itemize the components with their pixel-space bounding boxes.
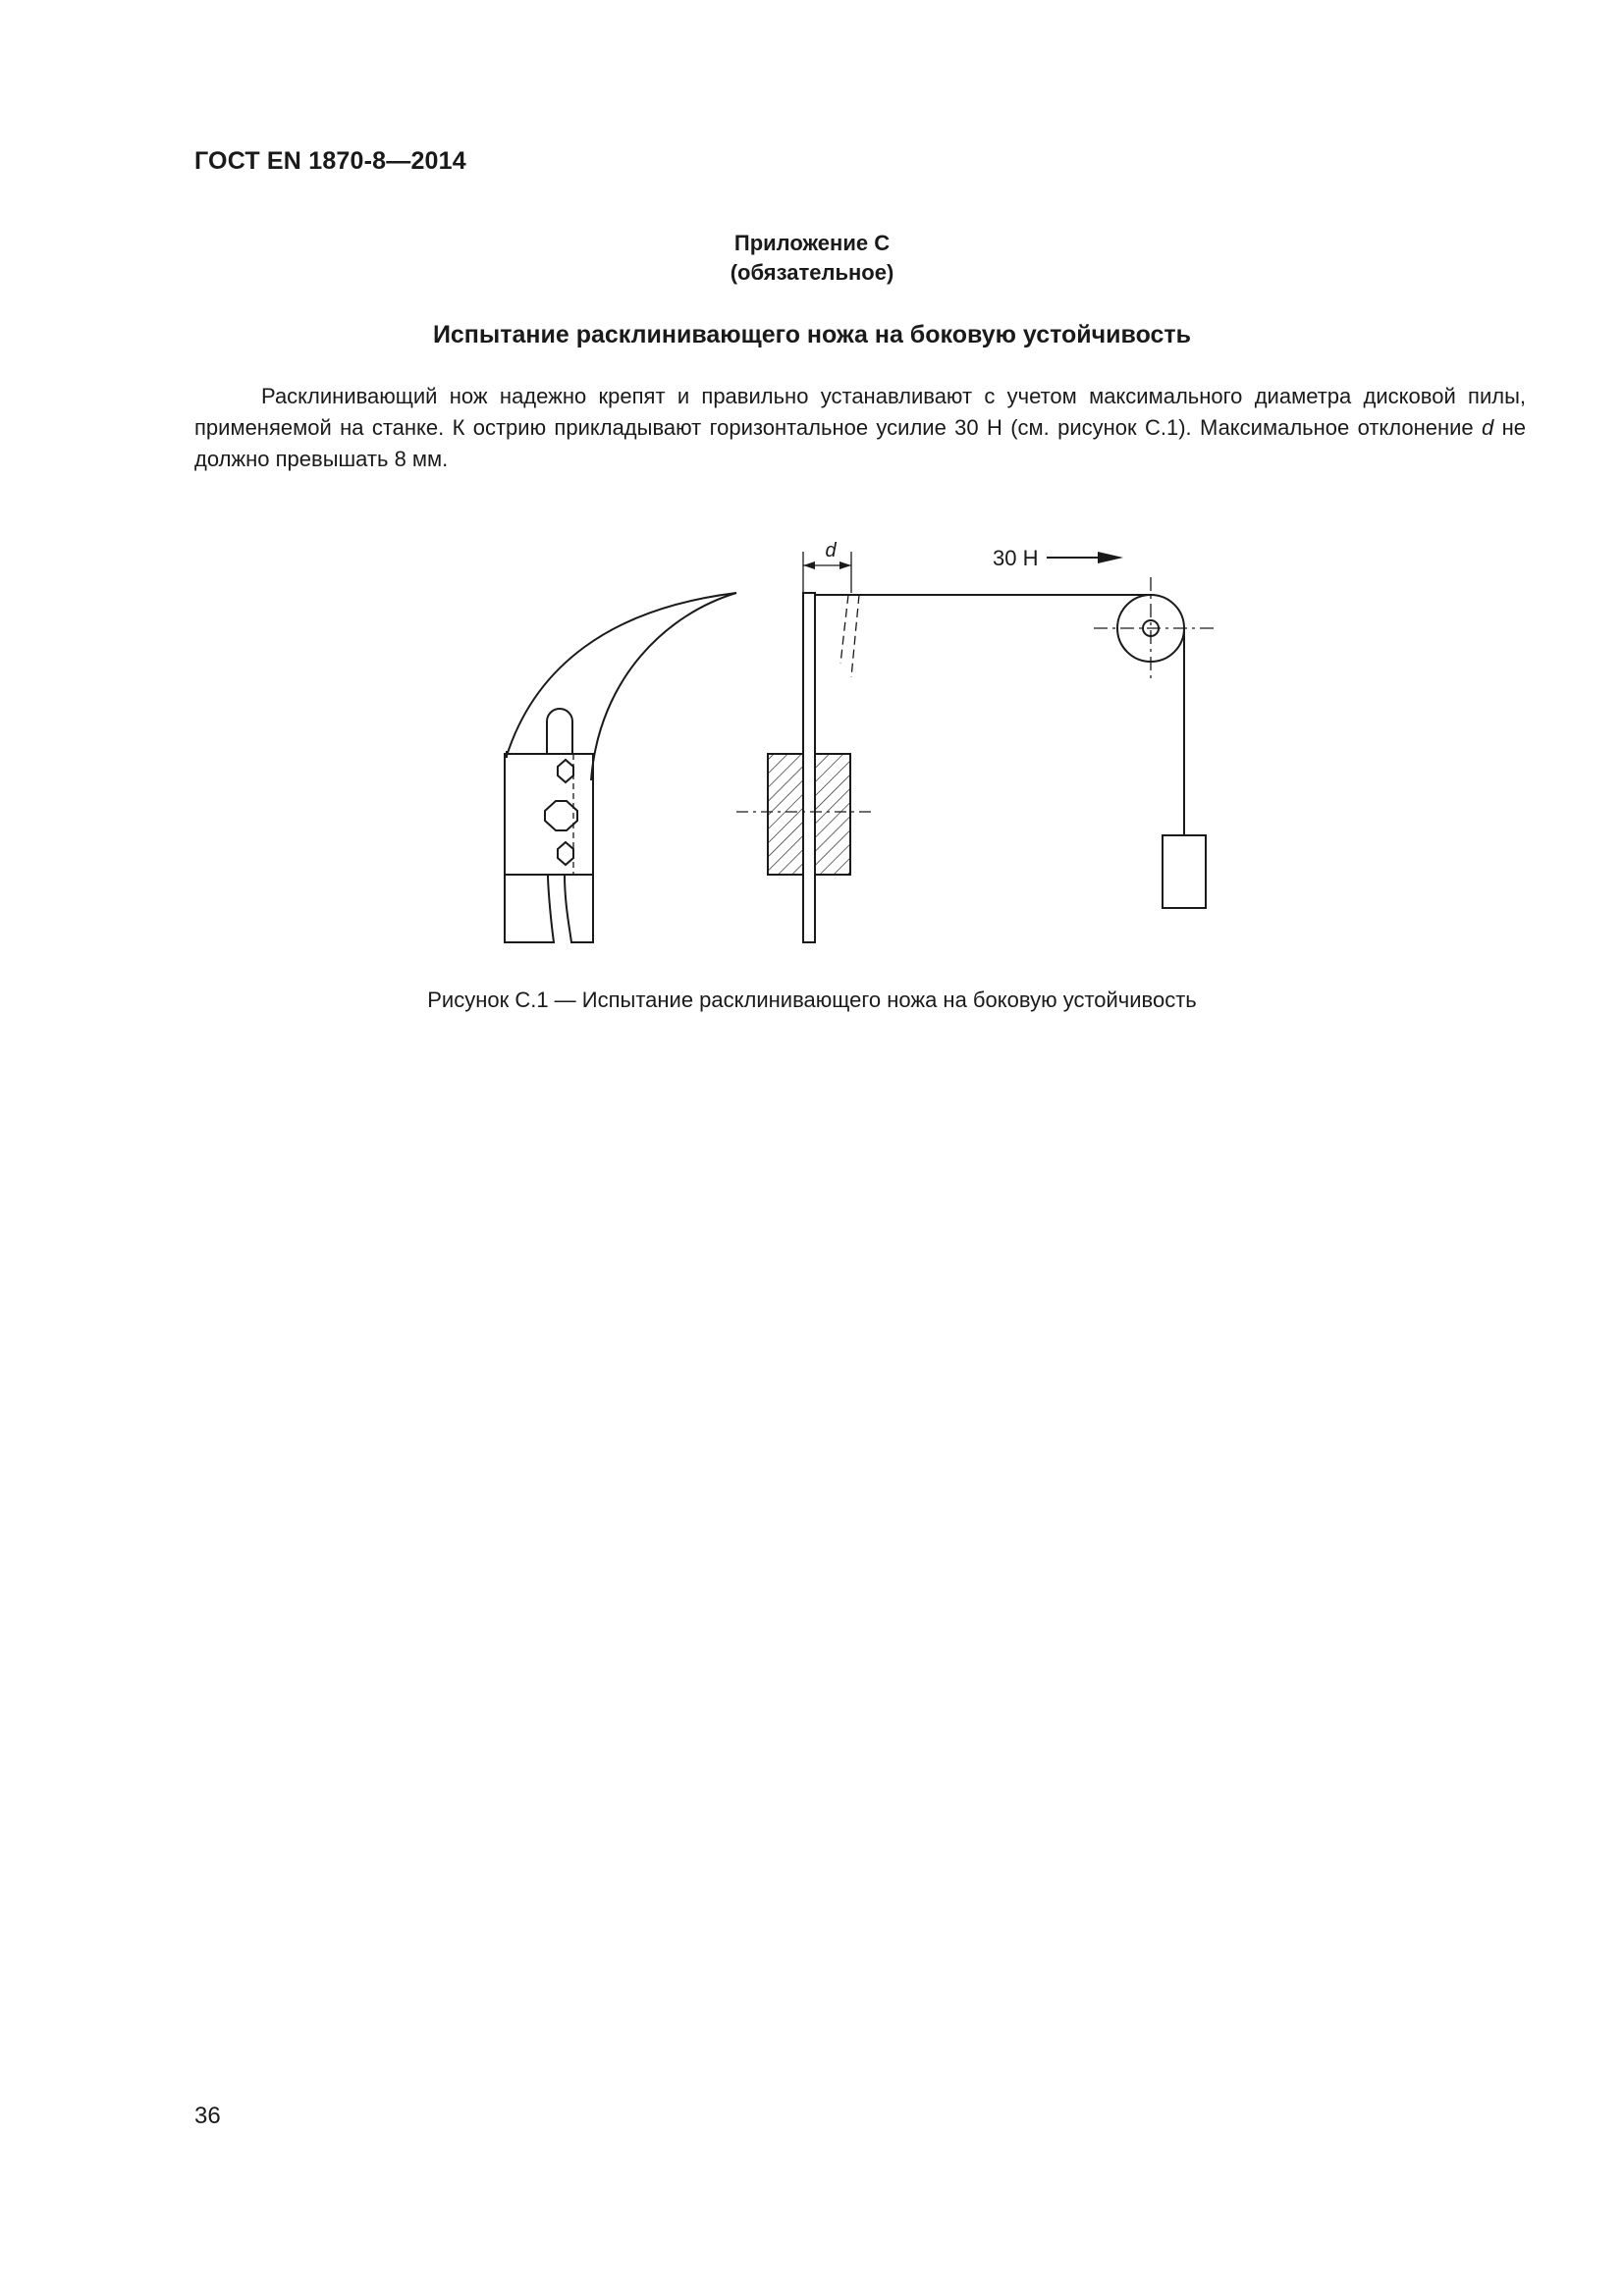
knife-plate	[803, 593, 815, 942]
body-variable-d: d	[1482, 415, 1494, 440]
test-weight	[1163, 835, 1206, 908]
force-indicator	[993, 546, 1123, 570]
clamp-section-right	[815, 754, 850, 875]
body-text-part-1: Расклинивающий нож надежно крепят и правильно устанавливают с учетом максимального диаметра дисковой пилы, применяемой на станке. К острию прикладывают горизонтальное усилие 30 Н (см. рисунок С.1). Максимальное отклонение	[194, 384, 1526, 440]
dimension-arrow-left	[803, 561, 815, 569]
appendix-title: Испытание расклинивающего ножа на боковую устойчивость	[432, 321, 1192, 348]
force-arrow-head	[1098, 552, 1123, 563]
knife-clamp-block	[505, 754, 593, 875]
page-number: 36	[194, 2103, 221, 2129]
deflected-position-line-2	[851, 595, 859, 677]
bolt-hex-upper	[558, 760, 573, 782]
riving-knife-front-view	[736, 593, 872, 942]
appendix-heading	[0, 229, 1624, 288]
label-force: 30 Н	[993, 546, 1039, 570]
figure-caption: Рисунок С.1 — Испытание расклинивающего ножа на боковую устойчивость	[427, 988, 1197, 1012]
appendix-label: Приложение С	[733, 231, 891, 255]
dimension-arrow-right	[839, 561, 851, 569]
knife-slot	[547, 709, 572, 754]
riving-knife-test-figure	[491, 530, 1237, 962]
riving-knife-side-view	[505, 593, 736, 942]
document-code: ГОСТ EN 1870-8—2014	[194, 147, 466, 175]
body-paragraph	[194, 381, 1526, 475]
dimension-d	[803, 540, 851, 593]
knife-blade-outline	[507, 593, 736, 780]
appendix-status: (обязательное)	[730, 260, 894, 285]
knife-lower-body	[505, 875, 593, 942]
bolt-hex-middle	[545, 801, 577, 830]
clamp-section-left	[768, 754, 803, 875]
body-text-part-2: не должно превышать 8 мм.	[194, 415, 1526, 471]
deflected-position-line-1	[840, 595, 848, 664]
label-d: d	[825, 540, 837, 561]
pulley	[1094, 577, 1214, 683]
bolt-hex-lower	[558, 842, 573, 865]
